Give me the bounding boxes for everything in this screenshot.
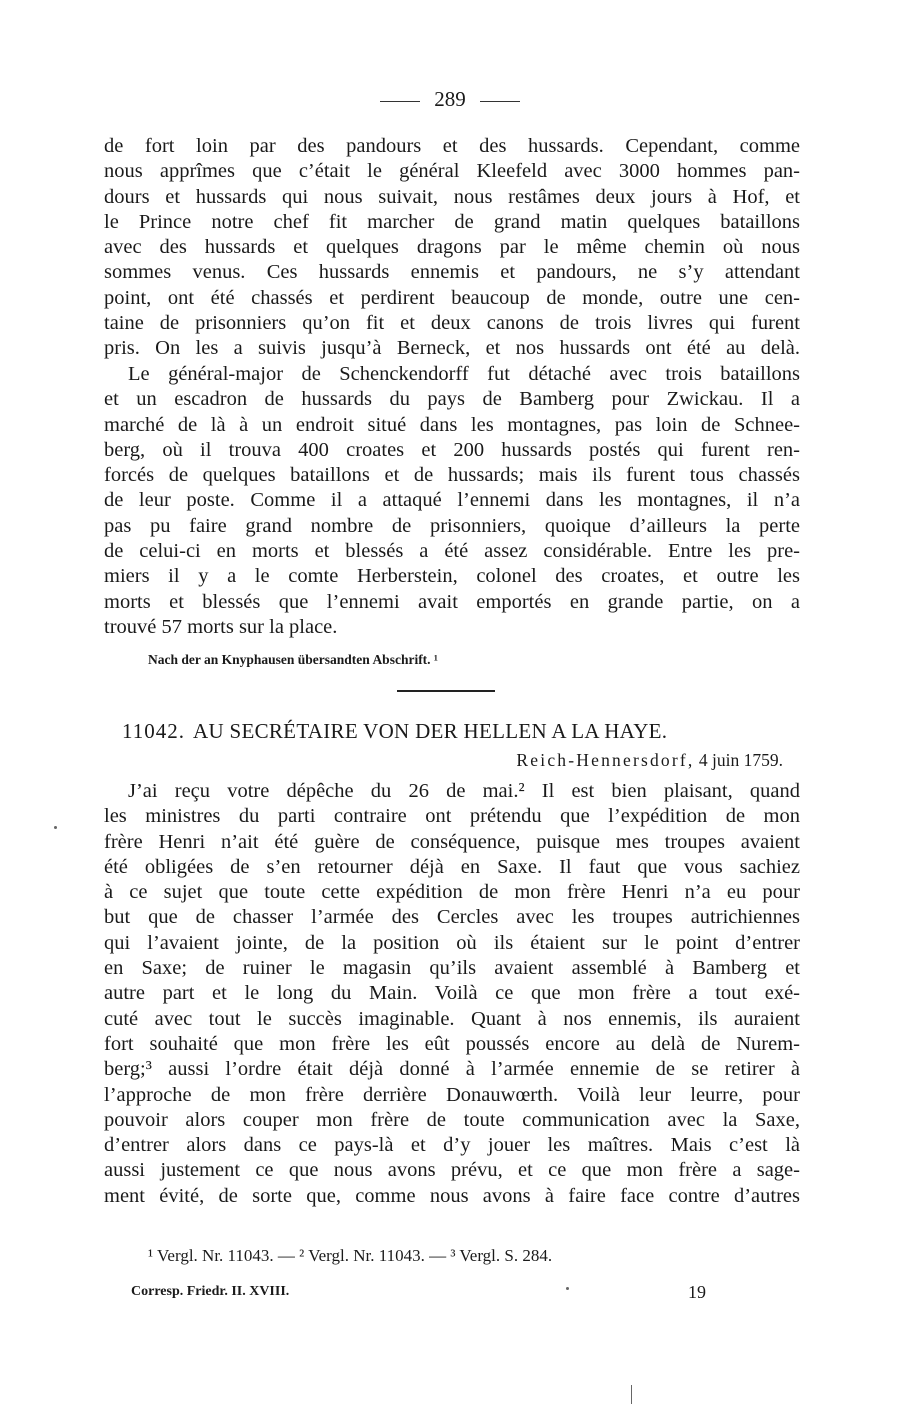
text-line: l’approche de mon frère derrière Donauwœrth. Voilà leur leurre, pour	[104, 1083, 800, 1106]
text-line: dours et hussards qui nous suivait, nous restâmes deux jours à Hof, et	[104, 185, 800, 208]
page-number	[0, 87, 900, 112]
text-line: de fort loin par des pandours et des hussards. Cependant, comme	[104, 135, 800, 157]
text-line: point, ont été chassés et perdirent beaucoup de monde, outre une cen-	[104, 286, 800, 309]
text-line: pris. On les a suivis jusqu’à Berneck, et nos hussards ont été au delà.	[104, 337, 800, 360]
page-number-text: 289	[434, 87, 466, 111]
text-line: fort souhaité que mon frère les eût poussés encore au delà de Nurem-	[104, 1032, 800, 1055]
letter-dateline	[0, 750, 783, 771]
scan-speck	[566, 1287, 569, 1290]
text-line: trouvé 57 morts sur la place.	[104, 615, 338, 638]
text-line: de leur poste. Comme il a attaqué l’ennemi dans les montagnes, il n’a	[104, 489, 800, 512]
text-line: marché de là à un endroit situé dans les montagnes, pas loin de Schnee-	[104, 413, 800, 436]
footer-signature: Corresp. Friedr. II. XVIII.	[131, 1284, 290, 1299]
section-divider	[397, 690, 495, 692]
text-line: pas pu faire grand nombre de prisonniers, quoique d’ailleurs la perte	[104, 514, 800, 537]
text-line: J’ai reçu votre dépêche du 26 de mai.² Il est bien plaisant, quand	[128, 780, 800, 802]
text-line: et un escadron de hussards du pays de Bamberg pour Zwickau. Il a	[104, 388, 800, 411]
letter-number: 11042.	[122, 719, 185, 743]
footnotes: ¹ Vergl. Nr. 11043. — ² Vergl. Nr. 11043. — ³ Vergl. S. 284.	[148, 1246, 553, 1265]
text-line: taine de prisonniers qu’on fit et deux canons de trois livres qui furent	[104, 312, 800, 335]
text-line: frère Henri n’ait été guère de conséquence, puisque mes troupes avaient	[104, 830, 800, 853]
text-line: Le général-major de Schenckendorff fut détaché avec trois bataillons	[128, 363, 800, 385]
text-line: ment évité, de sorte que, comme nous avons à faire face contre d’autres	[104, 1184, 800, 1207]
continuation-paragraph	[104, 134, 800, 362]
text-line: berg;³ aussi l’ordre était déjà donné à l’armée ennemie de se retirer à	[104, 1058, 800, 1081]
text-line: en Saxe; de ruiner le magasin qu’ils avaient assemblé à Bamberg et	[104, 957, 800, 980]
text-line: d’entrer alors dans ce pays-là et d’y jouer les maîtres. Mais c’est là	[104, 1134, 800, 1157]
text-line: berg, où il trouva 400 croates et 200 hussards postés qui furent ren-	[104, 438, 800, 461]
text-line: les ministres du parti contraire ont prétendu que l’expédition de mon	[104, 805, 800, 828]
source-note: Nach der an Knyphausen übersandten Abschrift. ¹	[148, 652, 438, 667]
letter-title: AU SECRÉTAIRE VON DER HELLEN A LA HAYE.	[192, 719, 668, 743]
text-line: but que de chasser l’armée des Cercles avec les troupes autrichiennes	[104, 906, 800, 929]
text-line: aussi justement ce que nous avons prévu, et ce que mon frère a sage-	[104, 1159, 800, 1182]
text-line: le Prince notre chef fit marcher de grand matin quelques bataillons	[104, 210, 800, 233]
text-line: qui l’avaient jointe, de la position où ils étaient sur le point d’entrer	[104, 931, 800, 954]
text-line: morts et blessés que l’ennemi avait emportés en grande partie, on a	[104, 590, 800, 613]
text-line: à ce sujet que toute cette expédition de mon frère Henri n’a eu pour	[104, 881, 800, 904]
page-number-rule-left	[380, 101, 420, 102]
letter-body	[104, 779, 800, 1209]
text-line: autre part et le long du Main. Voilà ce que mon frère a tout exé-	[104, 982, 800, 1005]
scan-mark	[631, 1385, 632, 1404]
letter-place: Reich-Hennersdorf,	[516, 750, 695, 770]
text-line: avec des hussards et quelques dragons par le même chemin où nous	[104, 236, 800, 259]
text-line: pouvoir alors couper mon frère de toute communication avec la Saxe,	[104, 1108, 800, 1131]
scan-speck	[54, 826, 57, 829]
text-line: forcés de quelques bataillons et de hussards; mais ils furent tous chassés	[104, 464, 800, 487]
letter-date: 4 juin 1759.	[698, 750, 783, 770]
text-line: cuté avec tout le succès imaginable. Quant à nos ennemis, ils auraient	[104, 1007, 800, 1030]
text-line: miers il y a le comte Herberstein, colonel des croates, et outre les	[104, 565, 800, 588]
letter-heading	[122, 719, 667, 744]
text-line: nous apprîmes que c’était le général Kleefeld avec 3000 hommes pan-	[104, 160, 800, 183]
footer-sheet-number: 19	[688, 1282, 706, 1302]
text-line: été obligées de s’en retourner déjà en Saxe. Il faut que vous sachiez	[104, 855, 800, 878]
page-number-rule-right	[480, 101, 520, 102]
text-line: de celui-ci en morts et blessés a été assez considérable. Entre les pre-	[104, 540, 800, 563]
second-paragraph	[104, 362, 800, 640]
text-line: sommes venus. Ces hussards ennemis et pandours, ne s’y attendant	[104, 261, 800, 284]
